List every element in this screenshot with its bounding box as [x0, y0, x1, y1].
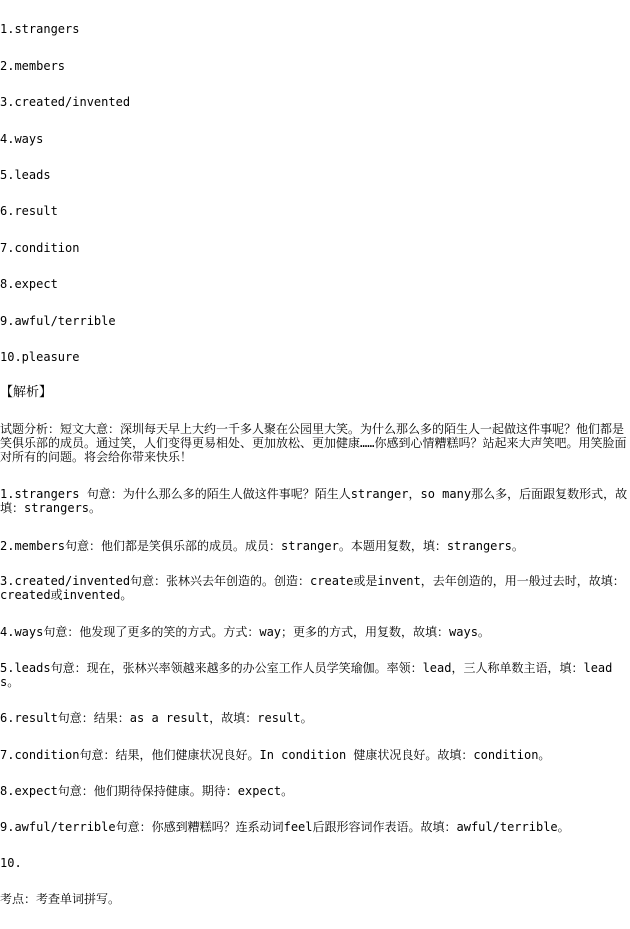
answer-item: 5.leads [0, 168, 51, 182]
answer-item: 3.created/invented [0, 95, 131, 109]
explanation-item: 9.awful/terrible句意：你感到糟糕吗？连系动词feel后跟形容词作表语。故填：awful/terrible。 [0, 820, 570, 834]
explanation-item: 10. [0, 856, 22, 870]
explanation-item: 6.result句意：结果：as a result，故填：result。 [0, 711, 313, 725]
passage-summary: 试题分析：短文大意：深圳每天早上大约一千多人聚在公园里大笑。为什么那么多的陌生人一起做这件事呢？他们都是笑俱乐部的成员。通过笑，人们变得更易相处、更加放松、更加健康……你感到心情糟糕吗？站起来大声笑吧。用笑脸面对所有的问题。将会给你带来快乐！ [0, 422, 627, 464]
answer-item: 9.awful/terrible [0, 314, 116, 328]
answer-item: 6.result [0, 204, 58, 218]
answer-item: 4.ways [0, 132, 44, 146]
answer-item: 2.members [0, 59, 66, 73]
explanation-item: 4.ways句意：他发现了更多的笑的方式。方式：way；更多的方式，用复数，故填：ways。 [0, 625, 490, 639]
explanation-item: 8.expect句意：他们期待保持健康。期待：expect。 [0, 784, 294, 798]
explanation-item: 3.created/invented句意：张林兴去年创造的。创造：create或是invent，去年创造的，用一般过去时，故填：created或invented。 [0, 574, 625, 602]
explanation-item: 5.leads句意：现在，张林兴率领越来越多的办公室工作人员学笑瑜伽。率领：lead，三人称单数主语，填：leads。 [0, 661, 613, 689]
answer-item: 1.strangers [0, 22, 80, 36]
analysis-heading: 【解析】 [0, 385, 53, 400]
explanation-item: 1.strangers 句意：为什么那么多的陌生人做这件事呢？陌生人stranger，so many那么多，后面跟复数形式，故填：strangers。 [0, 487, 628, 515]
kaodian-note: 考点：考查单词拼写。 [0, 892, 121, 906]
answer-item: 8.expect [0, 277, 58, 291]
explanation-item: 7.condition句意：结果，他们健康状况良好。In condition 健康状况良好。故填：condition。 [0, 748, 551, 762]
answer-item: 10.pleasure [0, 350, 80, 364]
answer-item: 7.condition [0, 241, 80, 255]
explanation-item: 2.members句意：他们都是笑俱乐部的成员。成员：stranger。本题用复数，填：strangers。 [0, 539, 524, 553]
